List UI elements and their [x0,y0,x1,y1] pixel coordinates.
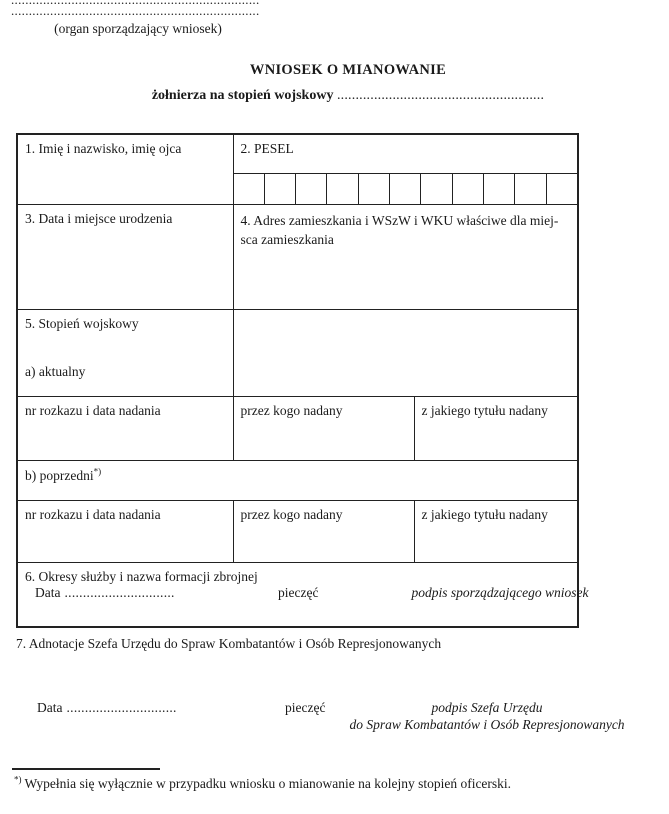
address-line-1: 4. Adres zamieszkania i WSzW i WKU właściwe dla miej- [240,213,559,228]
signature-caption-2-line2: do Spraw Kombatantów i Osób Represjonowanych [349,717,625,732]
pesel-box [234,174,264,204]
military-rank-label: 5. Stopień wojskowy [25,316,139,331]
cell-previous-rank [17,461,578,501]
date-line-1 [35,585,175,601]
table-row-previous-rank [17,461,578,501]
date-fill-line-2: .............................. [66,700,177,715]
previous-rank-footnote-ref: *) [93,466,102,477]
pesel-box [389,174,420,204]
signature-caption-2-line1: podpis Szefa Urzędu [431,700,543,715]
cell-pesel-label: 2. PESEL [233,134,578,174]
pesel-box [483,174,514,204]
form-title: WNIOSEK O MIANOWANIE [249,62,447,78]
date-label-2: Data [37,700,63,715]
footnote-ref: *) [14,774,22,785]
rank-current-label: a) aktualny [25,363,86,379]
footnote [14,776,511,792]
organ-caption: (organ sporządzający wniosek) [54,21,222,36]
footnote-text: Wypełnia się wyłącznie w przypadku wniosku o mianowanie na kolejny stopień oficerski. [24,776,512,791]
cell-previous-by-whom: przez kogo nadany [233,501,414,563]
signature-caption-2 [337,699,637,733]
cell-current-order-number: nr rozkazu i data nadania [17,397,233,461]
pesel-box [264,174,295,204]
form-subtitle-label: żołnierza na stopień wojskowy [151,88,337,103]
form-subtitle-fill-line: ........................................................ [336,88,545,103]
cell-name-and-father: 1. Imię i nazwisko, imię ojca [17,134,233,205]
section7-heading: 7. Adnotacje Szefa Urzędu do Spraw Kombatantów i Osób Represjonowanych [16,636,442,651]
signature-caption-1: podpis sporządzającego wniosek [411,585,589,600]
cell-birth-date-place: 3. Data i miejsce urodzenia [17,205,233,310]
cell-previous-from-title: z jakiego tytułu nadany [414,501,578,563]
pesel-box [326,174,357,204]
pesel-box [452,174,483,204]
organ-fill-line: ...................................................................... [11,3,260,18]
cell-military-rank-value [233,310,578,397]
cell-military-rank [17,310,233,397]
cell-current-by-whom: przez kogo nadany [233,397,414,461]
cell-current-from-title: z jakiego tytułu nadany [414,397,578,461]
cell-service-periods: 6. Okresy służby i nazwa formacji zbrojnej [17,563,578,628]
pesel-grid [234,174,578,204]
pesel-box [420,174,451,204]
cell-previous-order-number: nr rozkazu i data nadania [17,501,233,563]
pesel-box [295,174,326,204]
date-fill-line-1: .............................. [64,585,175,600]
cell-address [233,205,578,310]
form-table [16,133,579,628]
table-row-previous-rank-details [17,501,578,563]
date-label-1: Data [35,585,61,600]
stamp-label-2: pieczęć [285,700,326,715]
table-row-name-pesel [17,134,578,174]
cell-pesel-boxes [233,174,578,205]
stamp-label-1: pieczęć [278,585,319,600]
pesel-box [514,174,545,204]
previous-rank-label: b) poprzedni [25,468,94,483]
form-subtitle [27,88,669,104]
table-row-birth-address [17,205,578,310]
date-line-2 [37,700,177,716]
table-row-current-rank-details [17,397,578,461]
table-row-military-rank [17,310,578,397]
address-line-2: sca zamieszkania [240,232,334,247]
pesel-box [358,174,389,204]
footnote-divider [12,768,160,770]
pesel-box [546,174,577,204]
